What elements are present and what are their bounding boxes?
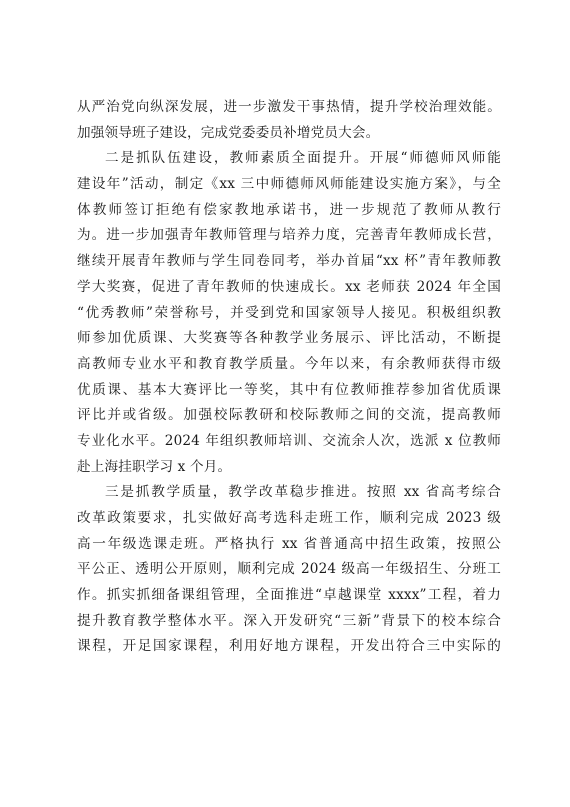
text-line: 评比并或省级。加强校际教研和校际教师之间的交流，提高教师 [77, 407, 501, 424]
text-line: 高教师专业水平和教育教学质量。今年以来，有余教师获得市级 [77, 355, 501, 372]
text-line: 专业化水平。2024 年组织教师培训、交流余人次，选派 x 位教师 [77, 432, 501, 449]
text-line: 为。进一步加强青年教师管理与培养力度，完善青年教师成长营， [77, 227, 501, 244]
text-line: 课程，开足国家课程，利用好地方课程，开发出符合三中实际的 [77, 638, 501, 655]
text-line: 高一年级选课走班。严格执行 xx 省普通高中招生政策，按照公 [77, 535, 501, 552]
text-line: 继续开展青年教师与学生同卷同考，举办首届“xx 杯”青年教师教 [77, 253, 501, 270]
text-line: 体教师签订拒绝有偿家教地承诺书，进一步规范了教师从教行 [77, 201, 501, 218]
body-text [77, 95, 501, 660]
text-line: 作。抓实抓细备课组管理，全面推进“卓越课堂 xxxx”工程，着力 [77, 587, 501, 604]
text-line: 提升教育教学整体水平。深入开发研究“三新”背景下的校本综合 [77, 612, 501, 629]
text-line: 平公正、透明公开原则，顺利完成 2024 级高一年级招生、分班工 [77, 561, 501, 578]
text-line: 师参加优质课、大奖赛等各种教学业务展示、评比活动，不断提 [77, 330, 501, 347]
text-line: 改革政策要求，扎实做好高考选科走班工作，顺利完成 2023 级 [77, 510, 501, 526]
text-line: 加强领导班子建设，完成党委委员补增党员大会。 [77, 124, 380, 141]
paragraph-start-line: 三是抓教学质量，教学改革稳步推进。按照 xx 省高考综合 [105, 484, 501, 501]
text-line: 从严治党向纵深发展，进一步激发干事热情，提升学校治理效能。 [77, 99, 501, 115]
text-line: “优秀教师”荣誉称号，并受到党和国家领导人接见。积极组织教 [77, 304, 501, 321]
text-line: 学大奖赛，促进了青年教师的快速成长。xx 老师获 2024 年全国 [77, 278, 501, 295]
text-line: 建设年”活动，制定《xx 三中师德师风师能建设实施方案》，与全 [77, 176, 501, 193]
text-line: 优质课、基本大赛评比一等奖，其中有位教师推荐参加省优质课 [77, 381, 501, 398]
text-line: 赴上海挂职学习 x 个月。 [77, 458, 232, 475]
paragraph-start-line: 二是抓队伍建设，教师素质全面提升。开展“师德师风师能 [105, 150, 501, 167]
